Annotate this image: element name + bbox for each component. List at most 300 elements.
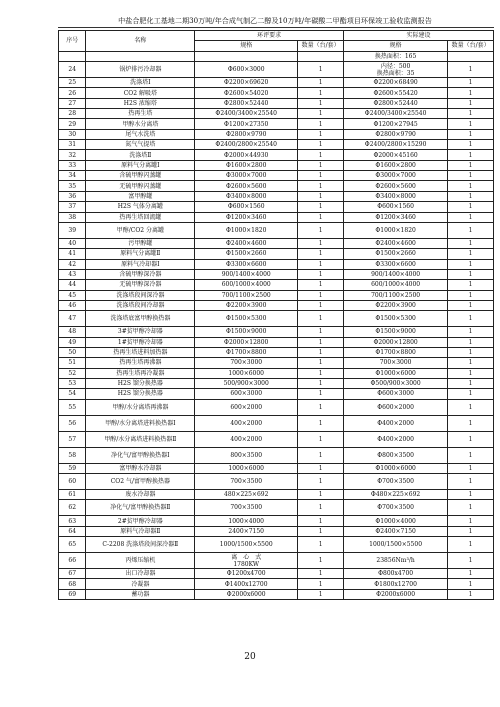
- row-actual-qty: 1: [448, 474, 494, 490]
- row-qty: 1: [298, 378, 344, 388]
- table-row: [59, 337, 494, 347]
- row-qty: 1: [298, 399, 344, 415]
- row-actual-spec: 700×3000: [344, 358, 448, 368]
- row-actual-qty: 1: [448, 358, 494, 368]
- row-qty: 1: [298, 474, 344, 490]
- row-qty: 1: [298, 140, 344, 150]
- row-qty: 1: [298, 447, 344, 463]
- table-row: [59, 447, 494, 463]
- row-seq: 67: [59, 569, 86, 579]
- row-spec: Φ600×1560: [195, 202, 298, 212]
- row-actual-qty: 1: [448, 327, 494, 337]
- row-actual-qty: 1: [448, 463, 494, 473]
- row-actual-spec: Φ800×3500: [344, 447, 448, 463]
- row-qty: 1: [298, 463, 344, 473]
- row-name: 污甲醇罐: [86, 238, 195, 248]
- row-actual-spec: Φ1600×2800: [344, 160, 448, 170]
- table-row: [59, 553, 494, 569]
- row-seq: 29: [59, 119, 86, 129]
- row-spec: Φ1500×9000: [195, 327, 298, 337]
- row-actual-qty: 1: [448, 160, 494, 170]
- table-row: [59, 150, 494, 160]
- row-spec: Φ1500×5300: [195, 311, 298, 327]
- table-row: [59, 500, 494, 516]
- row-actual-spec: Φ1200×27945: [344, 119, 448, 129]
- row-actual-qty: 1: [448, 516, 494, 526]
- row-actual-qty: 1: [448, 129, 494, 139]
- row-actual-qty: 1: [448, 415, 494, 431]
- row-name: 甲醇/水分离塔进料换热器Ⅰ: [86, 415, 195, 431]
- row-actual-spec: 900/1400×4000: [344, 269, 448, 279]
- row-qty: 1: [298, 98, 344, 108]
- table-row: [59, 579, 494, 589]
- table-row: [59, 249, 494, 259]
- table-body: [59, 51, 494, 599]
- row-actual-spec: Φ1500×5300: [344, 311, 448, 327]
- row-name: CO2 解吸塔: [86, 88, 195, 98]
- row-qty: 1: [298, 119, 344, 129]
- row-actual-spec: Φ1500×2660: [344, 249, 448, 259]
- row-actual-spec: Φ600×2000: [344, 399, 448, 415]
- row-qty: 1: [298, 553, 344, 569]
- row-actual-qty: 1: [448, 212, 494, 222]
- table-row: [59, 280, 494, 290]
- row-actual-spec: Φ500/900×3000: [344, 378, 448, 388]
- row-actual-spec: Φ2400×4600: [344, 238, 448, 248]
- row-seq: 34: [59, 171, 86, 181]
- row-qty: 1: [298, 109, 344, 119]
- row-seq: 50: [59, 347, 86, 357]
- row-spec: 900/1400×4000: [195, 269, 298, 279]
- row-name: 富甲醇罐: [86, 191, 195, 201]
- row-spec: 400×2000: [195, 431, 298, 447]
- row-spec: 800×3500: [195, 447, 298, 463]
- row-actual-qty: 1: [448, 150, 494, 160]
- row-spec: 700×3000: [195, 358, 298, 368]
- row-actual-spec: Φ2400×7150: [344, 526, 448, 536]
- table-row: [59, 399, 494, 415]
- row-actual-spec: Φ1500×9000: [344, 327, 448, 337]
- row-qty: 1: [298, 579, 344, 589]
- table-row: [59, 358, 494, 368]
- row-name: 原料气分离罐Ⅱ: [86, 249, 195, 259]
- row-seq: 28: [59, 109, 86, 119]
- table-row: [59, 327, 494, 337]
- row-actual-spec: 700/1100×2500: [344, 290, 448, 300]
- row-seq: 47: [59, 311, 86, 327]
- row-qty: 1: [298, 150, 344, 160]
- header-name: 名称: [86, 31, 195, 52]
- row-actual-spec: 23856Nm³/h: [344, 553, 448, 569]
- row-actual-qty: 1: [448, 88, 494, 98]
- table-row: [59, 140, 494, 150]
- table-row: [59, 160, 494, 170]
- row-name: 热再生塔再冷凝器: [86, 368, 195, 378]
- row-actual-qty: 1: [448, 62, 494, 78]
- row-spec: Φ2400×4600: [195, 238, 298, 248]
- table-row: [59, 238, 494, 248]
- row-spec: Φ1400x12700: [195, 579, 298, 589]
- row-name: 净化气/富甲醇换热器Ⅱ: [86, 500, 195, 516]
- row-seq: 43: [59, 269, 86, 279]
- row-spec: Φ2800×9790: [195, 129, 298, 139]
- row-spec: Φ600×3000: [195, 62, 298, 78]
- carry-over-row: [59, 51, 494, 61]
- row-seq: 33: [59, 160, 86, 170]
- header-qty: 数量（台/套）: [298, 41, 344, 51]
- row-seq: 45: [59, 290, 86, 300]
- row-actual-qty: 1: [448, 98, 494, 108]
- row-actual-spec: Φ2000×12800: [344, 337, 448, 347]
- row-seq: 57: [59, 431, 86, 447]
- table-row: [59, 171, 494, 181]
- row-qty: 1: [298, 569, 344, 579]
- row-spec: 1000×6000: [195, 368, 298, 378]
- row-seq: 69: [59, 589, 86, 599]
- report-header: 中盐合肥化工基地二期30万吨/年合成气制乙二醇及10万吨/年碳酸二甲酯项目环保竣工验收监测报告: [118, 16, 432, 25]
- row-actual-spec: Φ2800×9790: [344, 129, 448, 139]
- header-actual-qty: 数量（台/套）: [448, 41, 494, 51]
- table-row: [59, 431, 494, 447]
- row-spec: Φ1500×2660: [195, 249, 298, 259]
- row-spec: Φ1200x4700: [195, 569, 298, 579]
- row-seq: 52: [59, 368, 86, 378]
- header-env-req: 环评要求: [195, 31, 344, 41]
- row-seq: 60: [59, 474, 86, 490]
- row-actual-qty: 1: [448, 447, 494, 463]
- equipment-table: [58, 30, 494, 600]
- row-actual-spec: Φ2200×68490: [344, 78, 448, 88]
- row-seq: 56: [59, 415, 86, 431]
- row-qty: 1: [298, 490, 344, 500]
- row-seq: 26: [59, 88, 86, 98]
- row-actual-qty: 1: [448, 171, 494, 181]
- row-name: 洗涤塔段间深冷器: [86, 290, 195, 300]
- row-actual-spec: Φ1000×4000: [344, 516, 448, 526]
- row-name: 蓄功器: [86, 589, 195, 599]
- row-name: H2S 浓缩塔: [86, 98, 195, 108]
- row-qty: 1: [298, 259, 344, 269]
- row-spec: Φ2600×54020: [195, 88, 298, 98]
- row-actual-qty: 1: [448, 500, 494, 516]
- row-seq: 61: [59, 490, 86, 500]
- row-qty: 1: [298, 78, 344, 88]
- row-qty: 1: [298, 290, 344, 300]
- table-row: [59, 98, 494, 108]
- table-row: [59, 109, 494, 119]
- row-actual-qty: 1: [448, 569, 494, 579]
- row-qty: 1: [298, 311, 344, 327]
- row-name: 甲醇/水分离塔再沸器: [86, 399, 195, 415]
- header-actual: 实际建设: [344, 31, 494, 41]
- row-actual-qty: 1: [448, 202, 494, 212]
- row-qty: 1: [298, 526, 344, 536]
- row-actual-qty: 1: [448, 300, 494, 310]
- row-actual-spec: Φ600×3000: [344, 389, 448, 399]
- row-seq: 36: [59, 191, 86, 201]
- row-spec: Φ2000×12800: [195, 337, 298, 347]
- row-qty: 1: [298, 249, 344, 259]
- table-row: [59, 129, 494, 139]
- row-seq: 66: [59, 553, 86, 569]
- row-seq: 62: [59, 500, 86, 516]
- row-qty: 1: [298, 389, 344, 399]
- row-actual-spec: Φ400×2000: [344, 431, 448, 447]
- row-name: 2#贫甲醇冷却器: [86, 516, 195, 526]
- row-name: 甲醇/水分离塔进料换热器Ⅱ: [86, 431, 195, 447]
- row-actual-spec: Φ2600×55420: [344, 88, 448, 98]
- row-name: 1#贫甲醇冷却器: [86, 337, 195, 347]
- row-spec: Φ2200×3900: [195, 300, 298, 310]
- row-actual-qty: 1: [448, 222, 494, 238]
- row-seq: 65: [59, 537, 86, 553]
- row-name: 热再生塔回流罐: [86, 212, 195, 222]
- row-seq: 54: [59, 389, 86, 399]
- row-name: 冷凝器: [86, 579, 195, 589]
- row-spec: Φ1600×2800: [195, 160, 298, 170]
- row-actual-qty: 1: [448, 347, 494, 357]
- table-row: [59, 516, 494, 526]
- row-seq: 30: [59, 129, 86, 139]
- table-row: [59, 181, 494, 191]
- row-actual-spec: Φ2800×52440: [344, 98, 448, 108]
- row-actual-spec: Φ800x4700: [344, 569, 448, 579]
- row-actual-spec: Φ600×1560: [344, 202, 448, 212]
- row-seq: 63: [59, 516, 86, 526]
- row-name: 净化气/富甲醇换热器Ⅰ: [86, 447, 195, 463]
- row-seq: 49: [59, 337, 86, 347]
- row-seq: 44: [59, 280, 86, 290]
- row-seq: 64: [59, 526, 86, 536]
- row-actual-qty: 1: [448, 280, 494, 290]
- row-name: C-2208 洗涤塔段间深冷器Ⅱ: [86, 537, 195, 553]
- row-actual-spec: Φ700×3500: [344, 500, 448, 516]
- row-actual-qty: 1: [448, 526, 494, 536]
- row-actual-qty: 1: [448, 259, 494, 269]
- row-seq: 37: [59, 202, 86, 212]
- row-qty: 1: [298, 358, 344, 368]
- row-spec: Φ2200×69620: [195, 78, 298, 88]
- row-actual-spec: 1000/1500×5500: [344, 537, 448, 553]
- row-name: 含硫甲醇闪蒸罐: [86, 171, 195, 181]
- row-name: 废水冷却器: [86, 490, 195, 500]
- row-spec: Φ1700×8800: [195, 347, 298, 357]
- row-actual-spec: 内径：500 换热面积：35: [344, 62, 448, 78]
- row-seq: 24: [59, 62, 86, 78]
- row-name: 氮气气提塔: [86, 140, 195, 150]
- row-name: 3#贫甲醇冷却器: [86, 327, 195, 337]
- row-seq: 35: [59, 181, 86, 191]
- row-spec: 700/1100×2500: [195, 290, 298, 300]
- row-actual-spec: Φ2600×5600: [344, 181, 448, 191]
- row-spec: Φ1200×27350: [195, 119, 298, 129]
- row-name: 出口冷却器: [86, 569, 195, 579]
- table-row: [59, 589, 494, 599]
- row-spec: 600/1000×4000: [195, 280, 298, 290]
- row-actual-qty: 1: [448, 378, 494, 388]
- row-qty: 1: [298, 415, 344, 431]
- row-seq: 39: [59, 222, 86, 238]
- row-spec: 700×3500: [195, 500, 298, 516]
- table-row: [59, 474, 494, 490]
- row-spec: Φ1200×3460: [195, 212, 298, 222]
- row-qty: 1: [298, 62, 344, 78]
- row-qty: 1: [298, 337, 344, 347]
- row-actual-spec: Φ400×2000: [344, 415, 448, 431]
- table-row: [59, 569, 494, 579]
- row-seq: 68: [59, 579, 86, 589]
- row-actual-qty: 1: [448, 431, 494, 447]
- row-actual-spec: Φ1200×3460: [344, 212, 448, 222]
- row-actual-qty: 1: [448, 579, 494, 589]
- table-row: [59, 347, 494, 357]
- table-row: [59, 368, 494, 378]
- header-spec: 规格: [195, 41, 298, 51]
- row-spec: Φ2600×5600: [195, 181, 298, 191]
- row-seq: 38: [59, 212, 86, 222]
- row-name: 尾气水洗塔: [86, 129, 195, 139]
- table-row: [59, 290, 494, 300]
- row-actual-qty: 1: [448, 140, 494, 150]
- row-name: 无硫甲醇闪蒸罐: [86, 181, 195, 191]
- row-name: H2S 馏分换热器: [86, 378, 195, 388]
- row-actual-qty: 1: [448, 368, 494, 378]
- row-qty: 1: [298, 269, 344, 279]
- table-row: [59, 378, 494, 388]
- table-row: [59, 212, 494, 222]
- row-name: 洗涤塔Ⅰ: [86, 78, 195, 88]
- row-actual-spec: Φ2000x6000: [344, 589, 448, 599]
- row-actual-qty: 1: [448, 399, 494, 415]
- row-actual-qty: 1: [448, 78, 494, 88]
- row-name: 富甲醇水冷却器: [86, 463, 195, 473]
- table-row: [59, 191, 494, 201]
- row-actual-qty: 1: [448, 249, 494, 259]
- row-name: 丙烯压缩机: [86, 553, 195, 569]
- row-qty: 1: [298, 88, 344, 98]
- row-qty: 1: [298, 431, 344, 447]
- equipment-table-container: [58, 30, 494, 600]
- row-qty: 1: [298, 129, 344, 139]
- row-name: 甲醇/CO2 分离罐: [86, 222, 195, 238]
- row-spec: Φ2400/2800×25540: [195, 140, 298, 150]
- row-spec: 700×3500: [195, 474, 298, 490]
- row-actual-qty: 1: [448, 109, 494, 119]
- row-spec: Φ2000x6000: [195, 589, 298, 599]
- row-spec: Φ2800×52440: [195, 98, 298, 108]
- row-qty: 1: [298, 300, 344, 310]
- row-actual-qty: 1: [448, 269, 494, 279]
- row-name: 洗涤塔Ⅱ: [86, 150, 195, 160]
- row-spec: 600×3000: [195, 389, 298, 399]
- row-name: H2S 气体分离罐: [86, 202, 195, 212]
- row-seq: 40: [59, 238, 86, 248]
- row-spec: Φ3400×8000: [195, 191, 298, 201]
- table-row: [59, 222, 494, 238]
- row-seq: 53: [59, 378, 86, 388]
- row-spec: Φ2000×44930: [195, 150, 298, 160]
- row-spec: 离 心 式 1780KW: [195, 553, 298, 569]
- table-row: [59, 259, 494, 269]
- row-qty: 1: [298, 537, 344, 553]
- row-actual-qty: 1: [448, 311, 494, 327]
- row-spec: Φ3000×7000: [195, 171, 298, 181]
- row-spec: 600×2000: [195, 399, 298, 415]
- row-seq: 48: [59, 327, 86, 337]
- row-spec: 500/900×3000: [195, 378, 298, 388]
- row-actual-qty: 1: [448, 337, 494, 347]
- row-actual-spec: Φ1700×8800: [344, 347, 448, 357]
- row-actual-spec: Φ480×225×692: [344, 490, 448, 500]
- row-spec: Φ3300×6600: [195, 259, 298, 269]
- row-actual-spec: Φ2000×45160: [344, 150, 448, 160]
- row-seq: 41: [59, 249, 86, 259]
- row-actual-qty: 1: [448, 119, 494, 129]
- row-qty: 1: [298, 191, 344, 201]
- row-name: 甲醇水分离塔: [86, 119, 195, 129]
- row-qty: 1: [298, 212, 344, 222]
- row-actual-spec: Φ3400×8000: [344, 191, 448, 201]
- table-row: [59, 62, 494, 78]
- row-spec: 480×225×692: [195, 490, 298, 500]
- row-actual-spec: Φ1000×6000: [344, 463, 448, 473]
- row-name: 热再生塔: [86, 109, 195, 119]
- row-qty: 1: [298, 347, 344, 357]
- row-spec: 2400×7150: [195, 526, 298, 536]
- row-qty: 1: [298, 222, 344, 238]
- row-spec: 1000×6000: [195, 463, 298, 473]
- header-rule: [58, 27, 494, 28]
- table-row: [59, 463, 494, 473]
- row-actual-qty: 1: [448, 191, 494, 201]
- row-actual-qty: 1: [448, 181, 494, 191]
- table-row: [59, 300, 494, 310]
- row-qty: 1: [298, 160, 344, 170]
- table-row: [59, 537, 494, 553]
- table-row: [59, 269, 494, 279]
- row-actual-spec: Φ2200×3900: [344, 300, 448, 310]
- row-name: 洗涤塔底富甲醇换热器: [86, 311, 195, 327]
- table-row: [59, 526, 494, 536]
- row-name: 原料气冷却器Ⅰ: [86, 259, 195, 269]
- row-actual-spec: Φ1000×6000: [344, 368, 448, 378]
- row-actual-qty: 1: [448, 553, 494, 569]
- row-seq: 55: [59, 399, 86, 415]
- row-seq: 46: [59, 300, 86, 310]
- table-row: [59, 389, 494, 399]
- row-name: 含硫甲醇深冷器: [86, 269, 195, 279]
- table-row: [59, 490, 494, 500]
- page-number: 20: [244, 652, 256, 662]
- header-actual-spec: 规格: [344, 41, 448, 51]
- row-qty: 1: [298, 500, 344, 516]
- carry-over-cell: 换热面积：165: [344, 51, 448, 61]
- row-name: 原料气分离罐Ⅰ: [86, 160, 195, 170]
- row-actual-spec: Φ3300×6600: [344, 259, 448, 269]
- row-qty: 1: [298, 202, 344, 212]
- table-row: [59, 119, 494, 129]
- table-row: [59, 78, 494, 88]
- row-actual-qty: 1: [448, 537, 494, 553]
- row-actual-qty: 1: [448, 290, 494, 300]
- row-actual-spec: Φ3000×7000: [344, 171, 448, 181]
- row-spec: 1000×4000: [195, 516, 298, 526]
- row-actual-spec: Φ2400/2800×15290: [344, 140, 448, 150]
- row-seq: 58: [59, 447, 86, 463]
- row-qty: 1: [298, 368, 344, 378]
- row-actual-spec: Φ1800x12700: [344, 579, 448, 589]
- row-name: 热再生塔再沸器: [86, 358, 195, 368]
